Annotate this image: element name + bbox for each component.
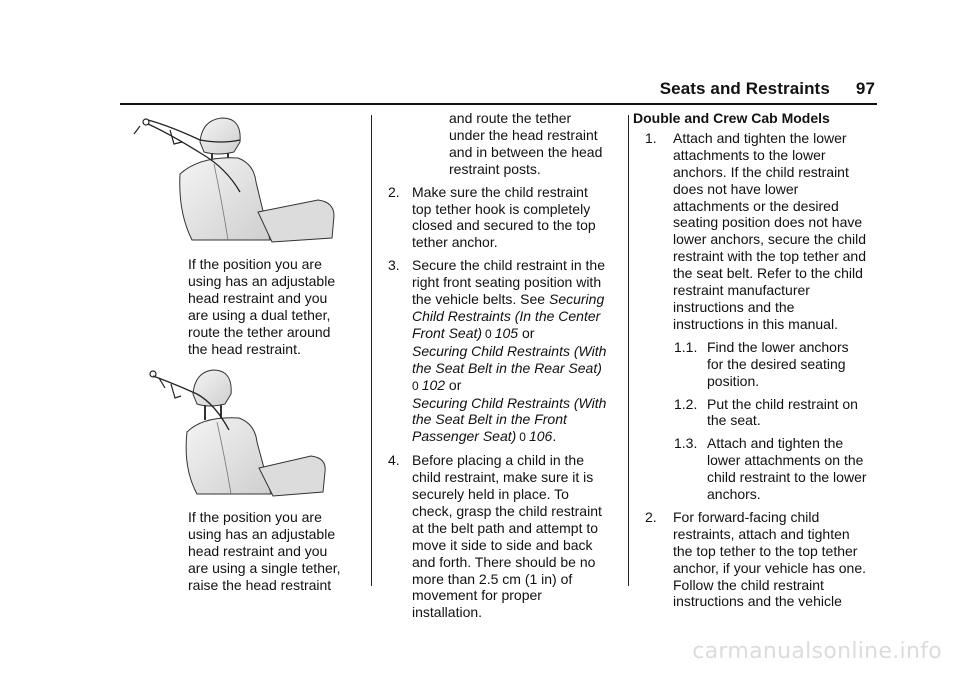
link-securing-center[interactable]: Securing <box>548 291 605 308</box>
substep-1-3: 1.3. Attach and tighten the lower attachments on the child restraint to the lower anchors. <box>674 435 867 503</box>
page-ref-105[interactable]: 105 <box>494 324 519 341</box>
link-securing-front[interactable]: Securing Child Restraints (With <box>412 394 607 411</box>
column-divider <box>628 115 629 586</box>
section-heading: Double and Crew Cab Models <box>633 110 830 126</box>
page-ref-106[interactable]: 106 <box>528 428 553 445</box>
page-number: 97 <box>855 79 875 98</box>
paragraph-single-tether: If the position you are using has an adjustable head restraint and you are using a single tether, raise the head restraint <box>188 509 341 593</box>
step-4: 4. Before placing a child in the child restraint, make sure it is securely held in place. To check, grasp the child restraint at the belt path and attempt to move it side to side and back and forth. There should be no more than 2.5 cm (1 in) of movement for proper installation. <box>388 452 602 621</box>
page-ref-102[interactable]: 102 <box>421 376 446 393</box>
column-1 <box>188 256 368 357</box>
section-title: Seats and Restraints <box>659 79 830 98</box>
column-1-lower <box>188 509 368 594</box>
substep-1-1: 1.1. Find the lower anchors for the desired seating position. <box>674 338 849 389</box>
link-securing-center-cont[interactable]: Child Restraints (In the Center <box>412 307 601 324</box>
page-header <box>660 81 875 98</box>
header-rule <box>120 103 877 105</box>
paragraph-dual-tether: If the position you are using has an adjustable head restraint and you are using a dual tether, route the tether around the head restraint. <box>188 256 336 357</box>
page-ref-arrow-icon: 0 <box>485 326 492 341</box>
step-2-forward-facing: 2. For forward-facing child restraints, attach and tighten the top tether to the top tether anchor, if your vehicle has one. Follow the child restraint instructions and the vehicle <box>645 508 867 610</box>
seat-headrest-dual-tether-illustration <box>130 112 340 244</box>
step-1: 1. Attach and tighten the lower attachments to the lower anchors. If the child restraint does not have lower attachments or the desired seating position does not have lower anchors, secure the child restraint with the top tether and the seat belt. Refer to the child restraint manufacturer instructions and the instructions in this manual. <box>645 129 866 332</box>
seat-headrest-single-tether-illustration <box>145 364 335 498</box>
step-2: 2. Make sure the child restraint top tether hook is completely closed and secured to the top tether anchor. <box>388 183 596 251</box>
page-ref-arrow-icon: 0 <box>519 430 526 445</box>
column-3 <box>633 110 878 616</box>
continued-text: and route the tether under the head restraint and in between the head restraint posts. <box>449 110 603 177</box>
step-3: 3. Secure the child restraint in the right front seating position with the vehicle belts. See Securing Child Restraints (In the Center Front Seat) 0 105 or Securing Child Restraints (With the Seat Belt in the Rear Seat) 0 102 or Securing Child Restraints (With the Seat Belt in the Front Passenger Seat) 0 106. <box>388 257 624 446</box>
watermark: carmanualsonline.info <box>692 639 942 664</box>
column-2 <box>388 110 624 627</box>
page-ref-arrow-icon: 0 <box>412 378 419 393</box>
link-securing-rear[interactable]: Securing Child Restraints (With <box>412 342 607 359</box>
column-divider <box>371 115 372 586</box>
substep-1-2: 1.2. Put the child restraint on the seat. <box>674 395 858 429</box>
